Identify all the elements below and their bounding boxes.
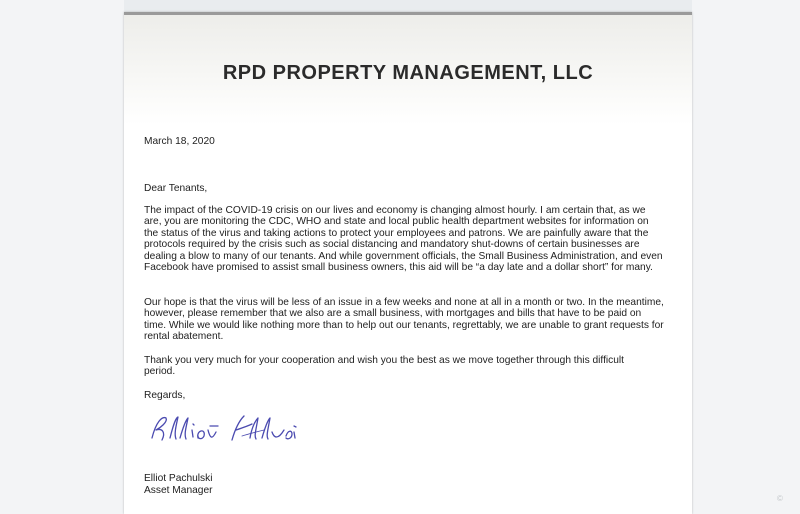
- salutation: Dear Tenants,: [144, 183, 208, 194]
- viewer-right-margin: [692, 0, 800, 514]
- corner-watermark: ©: [777, 494, 783, 503]
- paragraph-hope: Our hope is that the virus will be less of an issue in a few weeks and none at all in a month or two. In the meantime, however, please remember that we also are a small business, with mortgages and bills that have to be paid on time. While we would like nothing more than to help out our tenants, regrettably, we are unable to grant requests for rental abatement.: [144, 297, 664, 343]
- handwritten-signature: [146, 408, 306, 452]
- letter-page: [124, 12, 692, 514]
- viewer-left-margin: [0, 0, 124, 514]
- letter-date: March 18, 2020: [144, 136, 215, 147]
- signer-title: Asset Manager: [144, 485, 213, 496]
- signer-name: Elliot Pachulski: [144, 473, 213, 484]
- paragraph-impact: The impact of the COVID-19 crisis on our lives and economy is changing almost hourly. I am certain that, as we are, you are monitoring the CDC, WHO and state and local public health department websites for information on the status of the virus and taking actions to protect your employees and patrons. We are painfully aware that the protocols required by the crisis such as social distancing and mandatory shut-downs of certain businesses are dealing a blow to many of our tenants. And while government officials, the Small Business Administration, and even Facebook have promised to assist small business owners, this aid will be “a day late and a dollar short” for many.: [144, 205, 663, 274]
- closing: Regards,: [144, 390, 186, 401]
- paragraph-thanks: Thank you very much for your cooperation and wish you the best as we move together through this difficult period.: [144, 355, 625, 378]
- company-name: RPD PROPERTY MANAGEMENT, LLC: [222, 62, 594, 84]
